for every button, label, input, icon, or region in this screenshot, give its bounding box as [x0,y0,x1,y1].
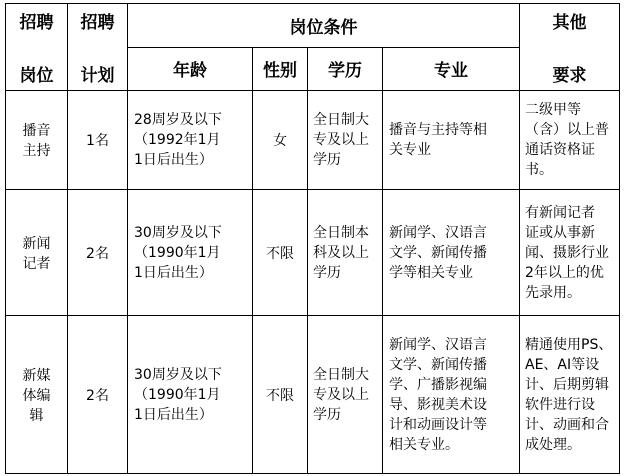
line: 通话资格证 [525,142,595,158]
cell-gender: 不限 [253,316,308,474]
line: 记者 [22,255,51,272]
line: 成处理。 [525,436,581,453]
line: 二级甲等 [525,102,581,118]
line: 有新闻记者 [525,204,595,221]
cell-other [520,190,620,316]
line: 学历 [313,152,341,168]
header-other [520,4,620,91]
header-row-1 [6,4,620,48]
line: 1日后出生） [134,264,213,281]
line: 全日制大 [313,112,369,128]
line: 主持 [22,143,51,159]
header-plan [68,4,128,91]
cell-age [128,91,253,190]
line: 学历 [313,264,341,281]
line: （1990年1月 [134,386,221,403]
line: 播音与主持等相 [389,122,487,138]
line: 关专业 [389,142,431,158]
line: 30周岁及以下 [134,366,222,383]
line: 专及以上 [313,386,369,403]
header-conditions: 岗位条件 [128,4,520,48]
cell-education [308,190,383,316]
line: 学等相关专业 [389,264,473,281]
line: 计、动画和合 [525,416,609,433]
table-row [6,190,620,316]
header-position-line2: 岗位 [19,66,54,86]
line: 新闻学、汉语言 [389,224,487,241]
line: 1日后出生） [134,152,213,168]
cell-position [6,190,68,316]
header-plan-line2: 计划 [80,66,115,86]
table-row [6,316,620,474]
line: 2年以上的优 [525,264,604,281]
line: 闻、摄影行业 [525,244,609,261]
line: 证或从事新 [525,224,595,241]
header-other-line2: 要求 [552,66,587,86]
line: 播音 [22,123,51,139]
header-plan-line1: 招聘 [80,13,115,33]
header-education: 学历 [308,47,383,91]
cell-position [6,316,68,474]
line: 28周岁及以下 [134,112,222,128]
header-position-line1: 招聘 [19,13,54,33]
line: 新闻 [22,235,51,252]
header-position [6,4,68,91]
cell-age [128,316,253,474]
line: 先录用。 [525,284,581,301]
line: 精通使用PS、 [525,336,613,353]
header-gender: 性别 [253,47,308,91]
cell-plan: 2名 [68,190,128,316]
line: 专及以上 [313,132,369,148]
header-other-line1: 其他 [552,13,587,33]
line: 软件进行设 [525,396,595,413]
line: 文学、新闻传播 [389,244,487,261]
line: 导、影视美术设 [389,396,487,413]
cell-major [383,316,520,474]
header-major: 专业 [383,47,520,91]
line: 全日制大 [313,366,369,383]
line: 学、广播影视编 [389,376,487,393]
cell-plan: 2名 [68,316,128,474]
line: 体编 [22,387,51,404]
line: 相关专业。 [389,436,459,453]
line: AE、AI等设 [525,356,600,373]
cell-age [128,190,253,316]
cell-education [308,316,383,474]
line: 30周岁及以下 [134,224,222,241]
line: （含）以上普 [525,122,609,138]
cell-gender: 女 [253,91,308,190]
cell-major [383,91,520,190]
line: 新媒 [22,367,51,384]
header-age: 年龄 [128,47,253,91]
line: 文学、新闻传播 [389,356,487,373]
cell-major [383,190,520,316]
cell-plan: 1名 [68,91,128,190]
line: 辑 [29,407,44,424]
line: 科及以上 [313,244,369,261]
cell-education [308,91,383,190]
line: 学历 [313,406,341,423]
cell-position [6,91,68,190]
line: 新闻学、汉语言 [389,336,487,353]
cell-other [520,316,620,474]
recruitment-table [5,3,620,474]
table-row [6,91,620,190]
line: （1990年1月 [134,244,221,261]
line: 书。 [525,162,553,178]
line: 1日后出生） [134,406,213,423]
line: （1992年1月 [134,132,221,148]
line: 计、后期剪辑 [525,376,609,393]
cell-other [520,91,620,190]
cell-gender: 不限 [253,190,308,316]
line: 全日制本 [313,224,369,241]
line: 计和动画设计等 [389,416,487,433]
